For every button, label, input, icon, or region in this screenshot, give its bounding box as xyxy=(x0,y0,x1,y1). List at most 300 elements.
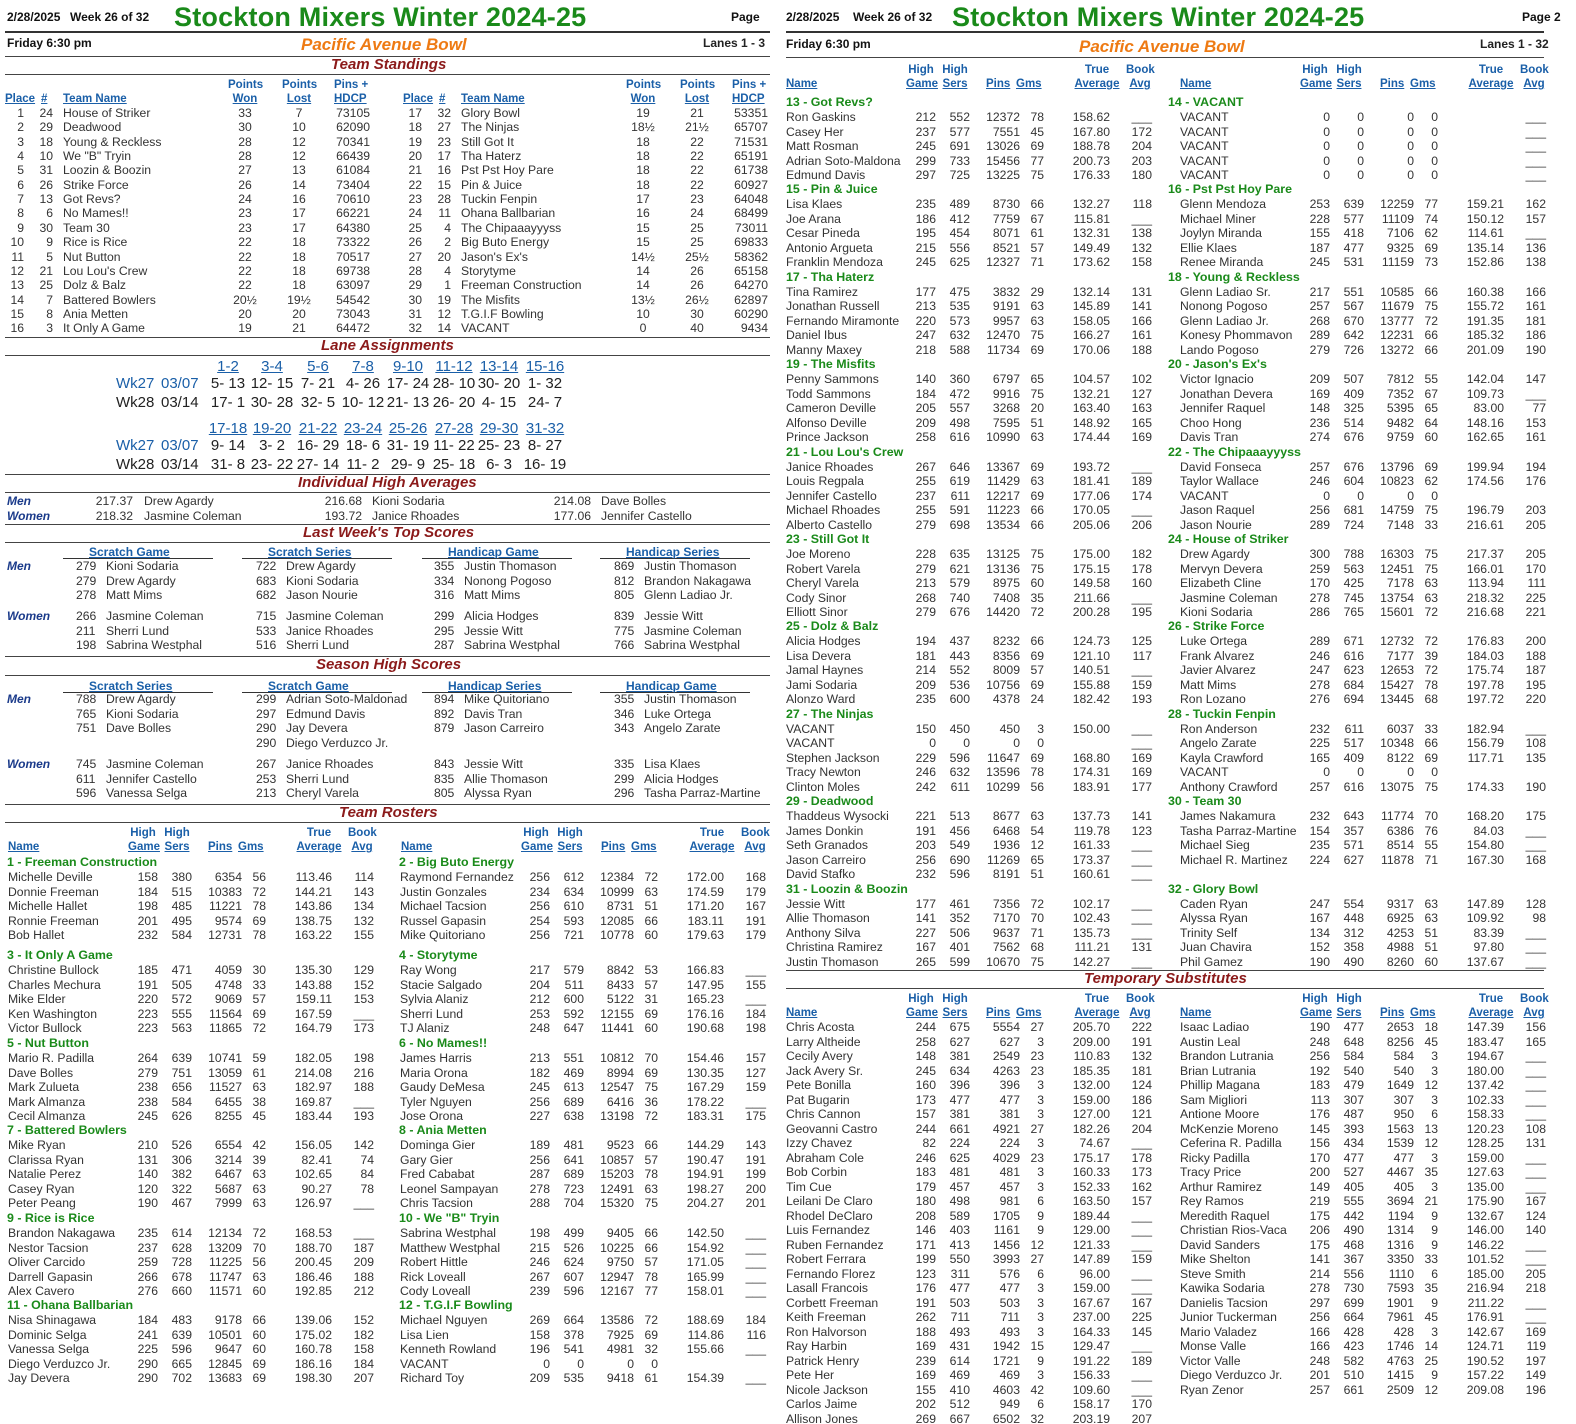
games: 32 xyxy=(1030,1411,1044,1424)
score-value: 198 xyxy=(76,638,97,652)
games: 65 xyxy=(1030,852,1044,867)
games: 3 xyxy=(1037,1034,1044,1049)
true-average: 185.00 xyxy=(1466,1266,1504,1281)
true-average: 168.53 xyxy=(294,1226,332,1240)
book-average: 221 xyxy=(1525,605,1546,619)
standing-team-name: Ania Metten xyxy=(63,306,129,321)
book-average: 157 xyxy=(745,1051,766,1065)
true-average: 166.01 xyxy=(1466,561,1504,576)
high-series: 481 xyxy=(949,1165,970,1179)
pins: 1539 xyxy=(1386,1136,1414,1150)
standing-points-lost: 26 xyxy=(690,263,704,278)
header-high-series: High xyxy=(1336,64,1362,76)
standing-team-name: Strike Force xyxy=(63,177,129,192)
standing-place: 21 xyxy=(408,163,422,178)
high-series: 571 xyxy=(1343,838,1364,853)
standing-points-won: 23 xyxy=(238,220,252,235)
games: 69 xyxy=(644,1065,658,1080)
high-series: 661 xyxy=(1343,1382,1364,1397)
pins: 8975 xyxy=(992,576,1020,590)
book-average: 141 xyxy=(1131,299,1152,314)
bowler-name: Michael Nguyen xyxy=(400,1313,488,1327)
book-average: 153 xyxy=(1525,415,1546,430)
book-average: 204 xyxy=(1131,1121,1152,1136)
games: 72 xyxy=(644,1313,658,1327)
book-average: 200 xyxy=(1525,634,1546,649)
header-name: Name xyxy=(1180,78,1212,90)
standing-team-name: Freeman Construction xyxy=(461,278,582,293)
games: 66 xyxy=(644,1240,658,1255)
lanes: Lanes 1 - 32 xyxy=(1480,37,1549,51)
high-series: 634 xyxy=(949,1063,970,1078)
games: 72 xyxy=(1424,663,1438,678)
pins: 11269 xyxy=(987,852,1020,867)
pins: 8514 xyxy=(1386,838,1414,853)
high-series: 431 xyxy=(949,1339,970,1353)
games: 63 xyxy=(1030,313,1044,328)
high-series: 536 xyxy=(949,677,970,692)
book-average: 191 xyxy=(745,913,766,928)
high-game: 134 xyxy=(1309,925,1330,940)
high-series: 410 xyxy=(949,1382,970,1397)
header-book: Avg xyxy=(1523,78,1545,90)
games: 75 xyxy=(1424,299,1438,314)
pins: 10501 xyxy=(208,1327,242,1342)
high-series: 307 xyxy=(1343,1092,1364,1107)
pins: 7148 xyxy=(1386,517,1414,532)
high-game: 221 xyxy=(915,809,936,824)
high-series: 582 xyxy=(1343,1353,1364,1368)
league-title: Stockton Mixers Winter 2024-25 xyxy=(174,2,587,32)
standing-points-lost: 13 xyxy=(292,163,306,178)
high-game: 201 xyxy=(1309,1368,1330,1382)
games: 3 xyxy=(1431,1179,1438,1194)
standing-number: 21 xyxy=(39,263,53,278)
header-high-series: Sers xyxy=(942,1007,968,1019)
high-series: 634 xyxy=(563,884,584,899)
bowler-name: Robert Varela xyxy=(786,561,861,576)
average-value: 218.32 xyxy=(95,508,133,523)
bowler-name: Arthur Ramirez xyxy=(1180,1179,1262,1194)
games: 35 xyxy=(1424,1165,1438,1179)
standing-points-won: 14 xyxy=(636,278,650,293)
bowler-name: Nonong Pogoso xyxy=(1180,299,1268,314)
pins: 11679 xyxy=(1381,299,1414,314)
header-book: Book xyxy=(1126,993,1155,1005)
games: 39 xyxy=(1424,648,1438,663)
high-series: 409 xyxy=(1343,386,1364,401)
pins: 4263 xyxy=(992,1063,1020,1078)
book-average: 108 xyxy=(1525,1121,1546,1136)
bowler-name: Michael Tacsion xyxy=(400,899,487,913)
true-average: 198.30 xyxy=(294,1371,332,1385)
high-series: 434 xyxy=(1343,1136,1364,1150)
true-average: 158.01 xyxy=(686,1284,724,1298)
high-game: 0 xyxy=(543,1356,550,1371)
pins: 8994 xyxy=(606,1065,634,1080)
standing-pins: 64270 xyxy=(734,278,768,293)
true-average: 199.94 xyxy=(1466,459,1504,474)
header-high-game: High xyxy=(908,64,934,76)
high-game: 237 xyxy=(137,1240,158,1255)
standing-team-name: It Only A Game xyxy=(63,321,145,336)
lane-week: Wk27 xyxy=(116,437,155,454)
games: 12 xyxy=(1424,1382,1438,1397)
games: 69 xyxy=(1030,139,1044,153)
high-game: 253 xyxy=(1309,197,1330,212)
score-value: 745 xyxy=(76,757,97,771)
pins: 6502 xyxy=(992,1411,1020,1424)
book-average: 166 xyxy=(1525,284,1546,299)
bowler-name: Mike Ryan xyxy=(8,1138,66,1152)
high-game: 0 xyxy=(1323,153,1330,168)
high-series: 664 xyxy=(1343,1310,1364,1324)
true-average: 188.69 xyxy=(686,1313,724,1327)
high-game: 188 xyxy=(915,1324,936,1339)
pins: 477 xyxy=(1393,1150,1414,1165)
lane-pair: 23-24 xyxy=(343,420,383,437)
pins: 6925 xyxy=(1386,911,1414,926)
high-series: 626 xyxy=(171,1109,192,1123)
standing-points-lost: 26½ xyxy=(685,292,709,307)
high-game: 184 xyxy=(915,386,936,401)
high-series: 723 xyxy=(563,1181,584,1196)
high-series: 551 xyxy=(1343,284,1364,299)
bowler-name: Matt Mims xyxy=(1180,677,1237,692)
standing-points-lost: 30 xyxy=(690,306,704,321)
header-average: Average xyxy=(1468,78,1514,90)
games: 77 xyxy=(1030,153,1044,168)
true-average: 82.41 xyxy=(301,1152,332,1167)
high-series: 572 xyxy=(171,992,192,1006)
standing-points-lost: 10 xyxy=(292,120,306,135)
bowler-name: Manny Maxey xyxy=(786,342,862,357)
games: 57 xyxy=(644,977,658,992)
standing-team-name: Glory Bowl xyxy=(461,106,520,120)
high-series: 477 xyxy=(1343,1020,1364,1034)
games: 75 xyxy=(1030,954,1044,969)
high-series: 358 xyxy=(1343,940,1364,955)
true-average: 160.61 xyxy=(1072,867,1110,882)
high-game: 279 xyxy=(915,561,936,576)
book-average: 197 xyxy=(1525,1353,1546,1368)
team-name: 9 - Rice is Rice xyxy=(7,1211,95,1225)
high-game: 257 xyxy=(1309,779,1330,794)
pins: 12217 xyxy=(986,488,1020,503)
high-game: 245 xyxy=(1309,255,1330,270)
true-average: 154.92 xyxy=(686,1240,724,1255)
high-game: 248 xyxy=(1309,1034,1330,1049)
header-games: Gms xyxy=(238,841,264,853)
column-header: Scratch Series xyxy=(89,679,173,693)
standing-points-won: 33 xyxy=(238,106,252,120)
true-average: 114.86 xyxy=(687,1327,724,1342)
header-high-series: Sers xyxy=(1336,78,1362,90)
pins: 13586 xyxy=(600,1313,634,1327)
pins: 1705 xyxy=(992,1208,1020,1223)
standing-place: 18 xyxy=(408,120,422,135)
book-average: 152 xyxy=(353,977,374,992)
bowler-name: Allie Thomason xyxy=(464,771,548,786)
games: 66 xyxy=(1424,736,1438,751)
pins: 981 xyxy=(999,1194,1020,1208)
games: 0 xyxy=(1431,488,1438,503)
bowler-name: Louis Regpala xyxy=(786,474,864,489)
bowler-name: Matt Rosman xyxy=(786,139,859,153)
pins: 14759 xyxy=(1380,503,1414,518)
standing-points-won: 22 xyxy=(238,249,252,264)
games: 9 xyxy=(1431,1237,1438,1252)
high-game: 191 xyxy=(915,1295,936,1310)
games: 3 xyxy=(1037,1324,1044,1339)
games: 25 xyxy=(1424,1353,1438,1368)
high-game: 217 xyxy=(529,963,550,977)
standing-points-won: 18½ xyxy=(631,120,655,135)
high-game: 0 xyxy=(1323,124,1330,139)
high-game: 245 xyxy=(915,139,936,153)
pins: 10348 xyxy=(1380,736,1414,751)
standing-points-won: 14½ xyxy=(631,249,655,264)
true-average: 167.80 xyxy=(1072,124,1110,139)
standing-pins: 66439 xyxy=(336,149,370,164)
standing-number: 15 xyxy=(437,177,451,192)
bowler-name: Seth Granados xyxy=(786,838,868,853)
bowler-name: Donnie Freeman xyxy=(8,884,99,899)
header-lost: Points xyxy=(680,79,716,91)
book-average: ___ xyxy=(1525,1295,1546,1310)
games: 62 xyxy=(1424,226,1438,241)
book-average: 220 xyxy=(1525,692,1546,707)
games: 66 xyxy=(644,1226,658,1240)
games: 72 xyxy=(252,1226,266,1240)
games: 51 xyxy=(644,899,658,913)
high-game: 237 xyxy=(915,124,936,139)
high-game: 140 xyxy=(137,1167,158,1181)
standing-number: 19 xyxy=(437,292,451,307)
bowler-name: Jonathan Devera xyxy=(1180,386,1273,401)
high-series: 541 xyxy=(563,1342,584,1356)
high-game: 198 xyxy=(529,1226,550,1240)
column-header: Handicap Series xyxy=(448,679,542,693)
lane-match: 30- 28 xyxy=(250,394,294,411)
games: 72 xyxy=(1424,313,1438,328)
games: 71 xyxy=(1424,852,1438,867)
header-high-series: Sers xyxy=(942,78,968,90)
high-series: 721 xyxy=(563,928,584,942)
pins: 12491 xyxy=(600,1181,634,1196)
bowler-name: Ceferina R. Padilla xyxy=(1180,1136,1282,1150)
bowler-name: Bob Hallet xyxy=(8,928,65,942)
pins: 13445 xyxy=(1380,692,1414,707)
standing-points-won: 22 xyxy=(238,235,252,250)
high-game: 203 xyxy=(915,838,936,853)
true-average: 154.80 xyxy=(1466,838,1504,853)
team-name: 14 - VACANT xyxy=(1168,95,1244,109)
standing-number: 11 xyxy=(438,206,451,221)
true-average: 172.00 xyxy=(686,870,724,884)
true-average: 176.91 xyxy=(1466,1310,1504,1324)
book-average: 206 xyxy=(1131,517,1152,532)
bowler-name: Casey Her xyxy=(786,124,844,139)
high-series: 573 xyxy=(949,313,970,328)
pins: 7356 xyxy=(992,896,1020,911)
games: 75 xyxy=(1030,328,1044,343)
high-series: 550 xyxy=(949,1252,970,1266)
high-game: 123 xyxy=(915,1266,936,1281)
average-value: 217.37 xyxy=(95,494,133,508)
standing-number: 13 xyxy=(39,192,53,207)
pins: 4763 xyxy=(1386,1353,1414,1368)
book-average: 180 xyxy=(1131,168,1152,182)
bowler-name: Ron Anderson xyxy=(1180,721,1258,736)
bowler-name: Tracy Newton xyxy=(786,765,861,780)
pins: 8122 xyxy=(1386,750,1414,765)
high-game: 154 xyxy=(1309,823,1330,838)
bowler-name: Rey Ramos xyxy=(1180,1194,1244,1208)
high-series: 483 xyxy=(171,1313,192,1327)
true-average: 167.59 xyxy=(294,1006,332,1021)
pins: 8433 xyxy=(606,977,634,992)
bowler-name: Jennifer Castello xyxy=(786,488,877,503)
true-average: 189.44 xyxy=(1072,1208,1110,1223)
standing-points-won: 24 xyxy=(238,192,252,207)
true-average: 154.39 xyxy=(686,1371,724,1385)
header-won: Points xyxy=(228,79,264,91)
standing-points-lost: 22 xyxy=(690,177,704,192)
high-series: 456 xyxy=(949,823,970,838)
book-average: 178 xyxy=(1131,1150,1152,1165)
lane-match: 26- 20 xyxy=(432,394,476,411)
pins: 8356 xyxy=(992,648,1020,663)
lane-pair: 21-22 xyxy=(298,420,338,437)
high-game: 279 xyxy=(915,605,936,619)
games: 61 xyxy=(644,1371,658,1385)
book-average: 168 xyxy=(745,870,766,884)
bowler-name: Brian Lutrania xyxy=(1180,1063,1256,1078)
standing-points-won: 15 xyxy=(636,235,650,250)
high-game: 177 xyxy=(915,284,936,299)
column-header: Scratch Game xyxy=(268,679,349,693)
standing-pins: 58362 xyxy=(734,249,768,264)
standing-place: 29 xyxy=(408,278,422,293)
pins: 12845 xyxy=(208,1356,242,1371)
high-game: 148 xyxy=(1309,401,1330,416)
games: 33 xyxy=(252,977,266,992)
book-average: 198 xyxy=(353,1051,374,1065)
high-game: 256 xyxy=(529,928,550,942)
high-series: 468 xyxy=(1343,1237,1364,1252)
high-game: 247 xyxy=(1309,896,1330,911)
header-pins: Pins + xyxy=(732,79,767,91)
high-series: 788 xyxy=(1343,547,1364,561)
pins: 1456 xyxy=(992,1237,1020,1252)
standing-number: 23 xyxy=(437,134,451,149)
pins: 13796 xyxy=(1380,459,1414,474)
games: 63 xyxy=(1030,474,1044,489)
bowler-name: Janice Rhoades xyxy=(286,757,374,771)
games: 33 xyxy=(1424,1252,1438,1266)
book-average: 172 xyxy=(1131,124,1152,139)
true-average: 165.99 xyxy=(686,1269,724,1284)
high-series: 675 xyxy=(949,1020,970,1034)
games: 45 xyxy=(1030,124,1044,139)
book-average: 186 xyxy=(1525,328,1546,343)
standing-team-name: The Ninjas xyxy=(461,120,520,135)
team-name: 11 - Ohana Ballbarian xyxy=(7,1298,134,1312)
team-name: 8 - Ania Metten xyxy=(399,1123,487,1137)
games: 57 xyxy=(644,1255,658,1269)
high-game: 184 xyxy=(137,1313,158,1327)
standing-place: 4 xyxy=(17,149,24,164)
header-high-game: Game xyxy=(906,78,938,90)
bowler-name: Leilani De Claro xyxy=(786,1194,873,1208)
high-series: 471 xyxy=(171,963,192,977)
high-series: 676 xyxy=(949,605,970,619)
true-average: 102.17 xyxy=(1072,896,1110,911)
book-average: 203 xyxy=(1131,153,1152,168)
high-series: 632 xyxy=(949,328,970,343)
high-series: 527 xyxy=(1343,1165,1364,1179)
header-high-series: Sers xyxy=(164,841,190,853)
high-game: 183 xyxy=(915,1165,936,1179)
pins: 12085 xyxy=(600,913,634,928)
pins: 15427 xyxy=(1380,677,1414,692)
book-average: ___ xyxy=(1525,124,1546,139)
games: 66 xyxy=(1424,328,1438,343)
high-series: 477 xyxy=(949,1281,970,1295)
high-game: 179 xyxy=(915,1179,936,1194)
bowler-name: Lisa Klaes xyxy=(644,757,701,771)
standing-team-name: Tha Haterz xyxy=(461,149,522,164)
header-won: Won xyxy=(630,93,656,105)
pins: 11774 xyxy=(1381,809,1414,824)
bowler-name: Michelle Hallet xyxy=(8,899,88,913)
book-average: 98 xyxy=(1532,911,1546,926)
high-series: 357 xyxy=(1343,823,1364,838)
lane-assignments-title: Lane Assignments xyxy=(321,337,454,354)
high-series: 641 xyxy=(563,1152,584,1167)
standing-pins: 73105 xyxy=(336,106,370,120)
true-average: 109.73 xyxy=(1466,386,1504,401)
true-average: 175.00 xyxy=(1072,547,1110,561)
bowler-name: Ellie Klaes xyxy=(1180,240,1237,255)
games: 63 xyxy=(252,1080,266,1094)
book-average: 167 xyxy=(1525,1194,1546,1208)
high-series: 425 xyxy=(1343,576,1364,590)
true-average: 145.89 xyxy=(1072,299,1110,314)
high-series: 506 xyxy=(949,925,970,940)
pins: 13075 xyxy=(1380,779,1414,794)
games: 66 xyxy=(644,1138,658,1152)
high-series: 224 xyxy=(949,1136,970,1150)
high-game: 184 xyxy=(137,884,158,899)
bowler-name: Elizabeth Cline xyxy=(1180,576,1262,590)
book-average: ___ xyxy=(1525,925,1546,940)
standing-points-won: 28 xyxy=(238,149,252,164)
header-book: Avg xyxy=(744,841,766,853)
high-series: 690 xyxy=(949,852,970,867)
true-average: 183.91 xyxy=(1072,779,1110,794)
book-average: 207 xyxy=(1131,1411,1152,1424)
high-series: 596 xyxy=(171,1342,192,1356)
high-game: 187 xyxy=(1309,240,1330,255)
standing-points-won: 28 xyxy=(238,134,252,149)
standing-team-name: VACANT xyxy=(461,321,510,336)
header-high-series: High xyxy=(942,64,968,76)
high-game: 297 xyxy=(1309,1295,1330,1310)
games: 61 xyxy=(1030,226,1044,241)
true-average: 144.29 xyxy=(686,1138,724,1152)
